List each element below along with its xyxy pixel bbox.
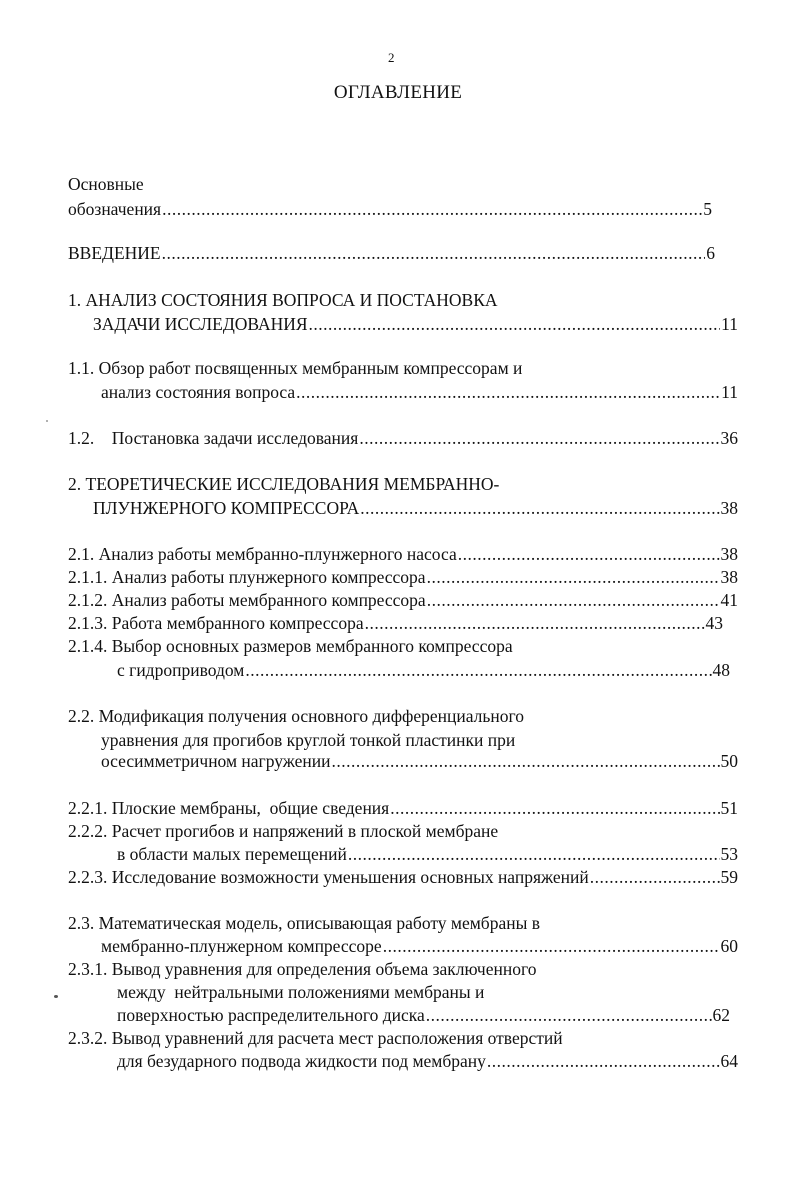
toc-page-number: 6 [706,243,715,263]
toc-section-2-3-1 [117,1004,730,1026]
toc-section-2-3-1-line2: между нейтральными положениями мембраны и [117,982,485,1002]
dot-leader [245,659,711,681]
dot-leader [426,1004,712,1026]
toc-section-2-1 [68,543,738,565]
toc-section-2-2-1 [68,797,738,819]
toc-page-number: 50 [720,751,738,771]
toc-section-2-3-line1: 2.3. Математическая модель, описывающая работу мембраны в [68,913,540,933]
toc-section-2-2 [101,750,738,772]
toc-section-2-2-2-line1: 2.2.2. Расчет прогибов и напряжений в плоской мембране [68,821,499,841]
toc-page-number: 41 [720,590,738,610]
toc-page-number: 64 [720,1051,738,1071]
toc-entry-text: осесимметричном нагружении [101,751,331,771]
dot-leader [487,1050,720,1072]
toc-page-number: 59 [720,867,738,887]
toc-entry-text: 2.2.3. Исследование возможности уменьшения основных напряжений [68,867,589,887]
toc-page-number: 36 [720,428,738,448]
toc-chapter-1-line1: 1. АНАЛИЗ СОСТОЯНИЯ ВОПРОСА И ПОСТАНОВКА [68,290,498,310]
toc-entry-text: ВВЕДЕНИЕ [68,243,161,263]
toc-chapter-1 [93,313,738,335]
page-title: ОГЛАВЛЕНИЕ [333,82,463,103]
toc-chapter-2-line1: 2. ТЕОРЕТИЧЕСКИЕ ИССЛЕДОВАНИЯ МЕМБРАННО- [68,474,500,494]
toc-page-number: 60 [720,936,738,956]
toc-entry-intro [68,242,715,264]
dot-leader [427,589,720,611]
toc-page-number: 38 [720,567,738,587]
toc-page-number: 38 [720,544,738,564]
toc-section-2-2-3 [68,866,738,888]
toc-section-2-1-4-line1: 2.1.4. Выбор основных размеров мембранного компрессора [68,636,513,656]
toc-entry-symbols [68,198,712,220]
toc-entry-text: с гидроприводом [117,660,245,680]
toc-section-2-1-2 [68,589,738,611]
toc-entry-text: ЗАДАЧИ ИССЛЕДОВАНИЯ [93,314,308,334]
toc-page-number: 43 [705,613,723,633]
toc-section-2-3 [101,935,738,957]
toc-entry-text: обозначения [68,199,162,219]
toc-entry-text: мембранно-плунжерном компрессоре [101,936,382,956]
toc-section-1-2 [68,427,738,449]
toc-entry-text: ПЛУНЖЕРНОГО КОМПРЕССОРА [93,498,360,518]
toc-entry-text: 2.1.2. Анализ работы мембранного компрессора [68,590,426,610]
dot-leader [359,427,719,449]
dot-leader [296,381,720,403]
toc-section-2-3-2 [117,1050,738,1072]
toc-entry-symbols-line1: Основные [68,174,144,194]
toc-section-2-2-2 [117,843,738,865]
dot-leader [590,866,720,888]
toc-entry-text: 2.1.3. Работа мембранного компрессора [68,613,364,633]
page-number: 2 [388,50,395,65]
toc-chapter-2 [93,497,738,519]
dot-leader [365,612,705,634]
dot-leader [332,750,720,772]
toc-section-2-2-line2: уравнения для прогибов круглой тонкой пластинки при [101,730,516,750]
toc-entry-text: 2.1. Анализ работы мембранно-плунжерного насоса [68,544,457,564]
toc-page-number: 53 [720,844,738,864]
scan-speck [54,995,58,998]
dot-leader [390,797,719,819]
toc-page-number: 11 [721,314,738,334]
dot-leader [309,313,721,335]
dot-leader [458,543,720,565]
toc-section-2-2-line1: 2.2. Модификация получения основного дифференциального [68,706,524,726]
dot-leader [383,935,720,957]
dot-leader [427,566,720,588]
toc-entry-text: для безударного подвода жидкости под мембрану [117,1051,486,1071]
toc-page-number: 38 [720,498,738,518]
toc-entry-text: 1.2. Постановка задачи исследования [68,428,359,448]
toc-section-1-1 [101,381,738,403]
dot-leader [348,843,720,865]
scan-speck [46,420,48,422]
toc-section-1-1-line1: 1.1. Обзор работ посвященных мембранным компрессорам и [68,358,523,378]
toc-entry-text: 2.2.1. Плоские мембраны, общие сведения [68,798,390,818]
toc-section-2-1-4 [117,659,730,681]
toc-page-number: 5 [703,199,712,219]
toc-section-2-1-3 [68,612,723,634]
toc-section-2-3-1-line1: 2.3.1. Вывод уравнения для определения объема заключенного [68,959,537,979]
toc-section-2-3-2-line1: 2.3.2. Вывод уравнений для расчета мест расположения отверстий [68,1028,563,1048]
toc-entry-text: анализ состояния вопроса [101,382,296,402]
toc-page-number: 62 [712,1005,730,1025]
toc-page-number: 11 [721,382,738,402]
toc-page-number: 51 [720,798,738,818]
toc-page-number: 48 [712,660,730,680]
toc-entry-text: поверхностью распределительного диска [117,1005,425,1025]
dot-leader [162,242,706,264]
toc-entry-text: в области малых перемещений [117,844,347,864]
dot-leader [360,497,719,519]
toc-entry-text: 2.1.1. Анализ работы плунжерного компрессора [68,567,426,587]
toc-section-2-1-1 [68,566,738,588]
dot-leader [162,198,702,220]
